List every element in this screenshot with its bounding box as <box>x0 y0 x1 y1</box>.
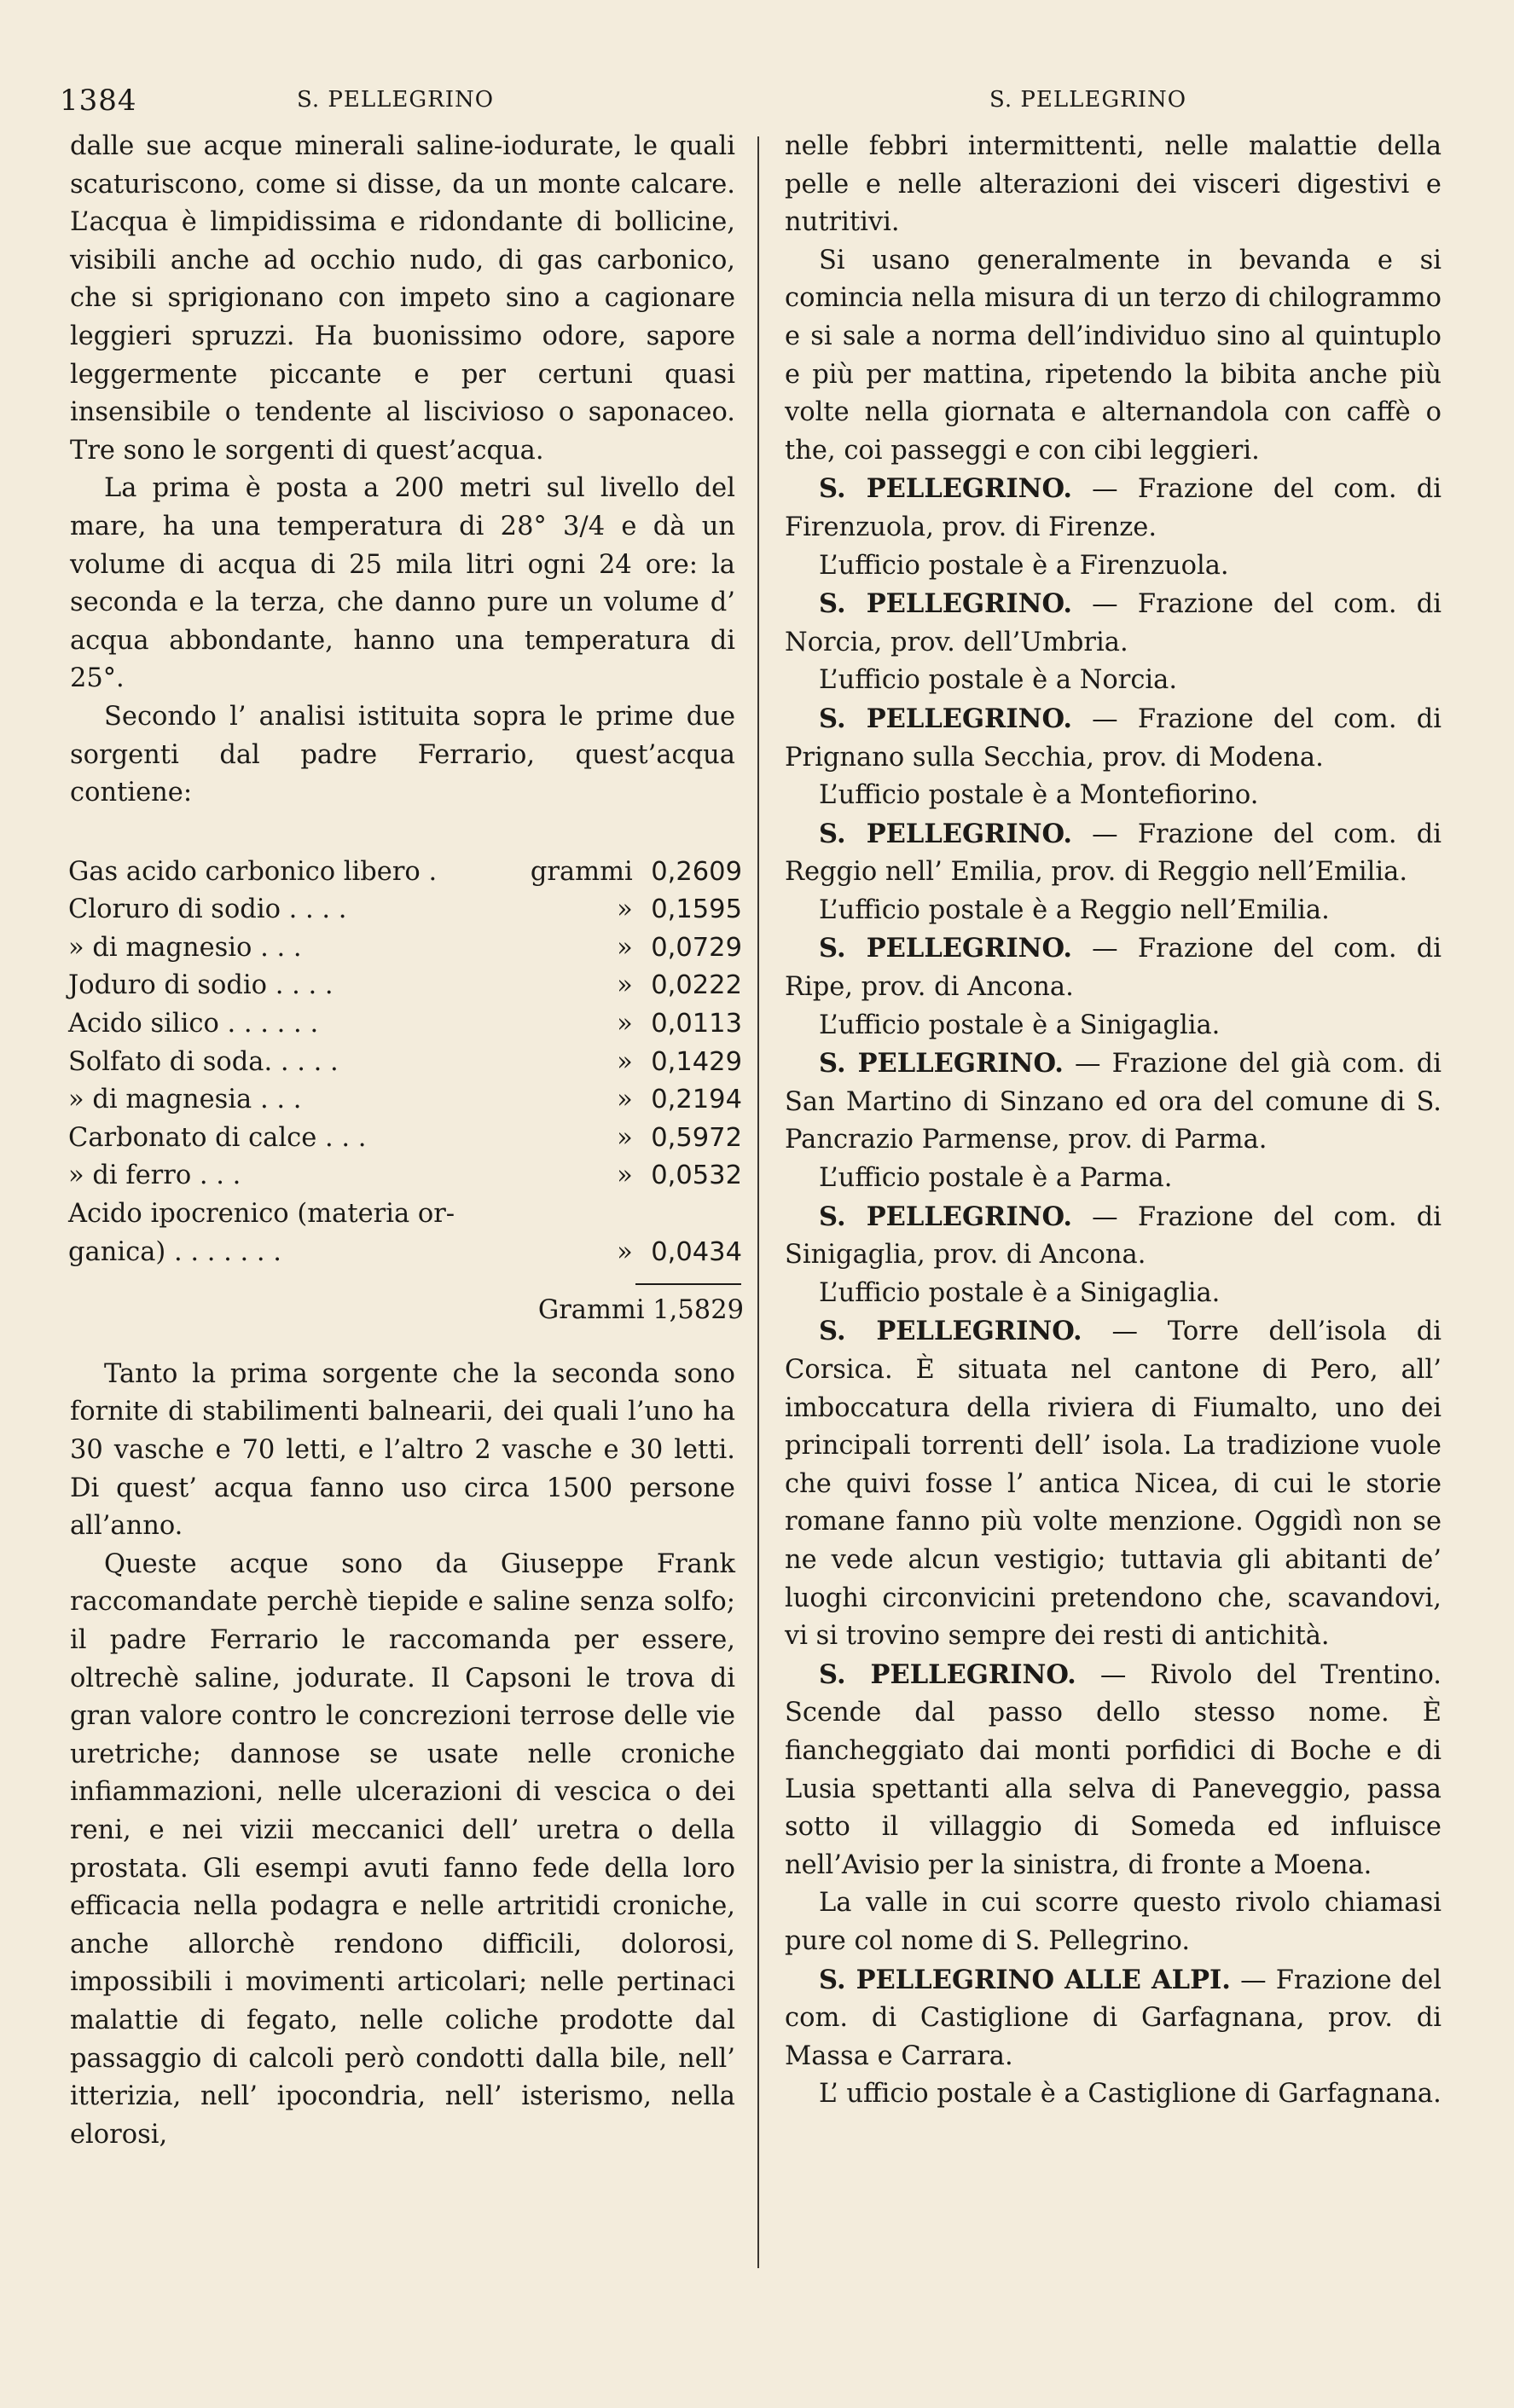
analysis-row <box>68 891 742 929</box>
analysis-substance: Gas acido carbonico libero . <box>68 856 438 887</box>
entry-text: — Frazione del com. di Castiglione di Garfagnana, prov. di Massa e Carrara. <box>785 1965 1441 2071</box>
entry-heading: S. PELLEGRINO. <box>819 1201 1072 1232</box>
entry-note: L’ufficio postale è a Norcia. <box>819 665 1178 696</box>
analysis-value: 0,1595 <box>651 894 742 925</box>
running-head-right: S. PELLEGRINO <box>989 87 1187 113</box>
entry-text: — Rivolo del Trentino. Scende dal passo dello stesso nome. È fiancheggiato dai monti porfidici di Boche e di Lusia spettanti alla selva di Paneveggio, passa sotto il villaggio di Someda ed influisce nell’Avisio per la sinistra, di fronte a Moena. <box>785 1659 1441 1880</box>
analysis-unit: » <box>617 932 633 963</box>
analysis-substance: » di magnesia . . . <box>68 1085 302 1115</box>
entry-paragraph <box>785 815 1441 892</box>
analysis-unit: » <box>617 1046 633 1077</box>
left-column <box>68 128 744 2154</box>
column-divider <box>757 136 759 2268</box>
analysis-unit: » <box>617 1236 633 1267</box>
entry-paragraph <box>785 1198 1441 1275</box>
page-number: 1384 <box>60 84 137 118</box>
entry-heading: S. PELLEGRINO. <box>819 588 1072 620</box>
entry-paragraph <box>785 1312 1441 1655</box>
entry-heading: S. PELLEGRINO. <box>819 703 1072 734</box>
paragraph: nelle febbri intermittenti, nelle malattie della pelle e nelle alterazioni dei visceri digestivi e nutritivi. <box>785 131 1441 238</box>
analysis-value: 0,2609 <box>651 856 742 887</box>
analysis-total: Grammi 1,5829 <box>537 1295 744 1326</box>
analysis-unit: » <box>617 1161 633 1191</box>
entry-note: L’ufficio postale è a Sinigaglia. <box>819 1277 1221 1308</box>
spacer <box>70 813 735 854</box>
entry-note: L’ufficio postale è a Parma. <box>819 1163 1173 1194</box>
analysis-value: 0,2194 <box>651 1085 742 1115</box>
entry-note: L’ufficio postale è a Sinigaglia. <box>819 1010 1221 1040</box>
analysis-value: 0,0222 <box>651 970 742 1001</box>
analysis-row <box>68 1081 742 1120</box>
entry-text: — Frazione del com. di Ripe, prov. di Ancona. <box>785 934 1442 1003</box>
analysis-substance: » di magnesio . . . <box>68 932 302 963</box>
spacer <box>70 1330 735 1356</box>
entry-text: — Frazione del com. di Sinigaglia, prov. di Ancona. <box>785 1201 1442 1271</box>
analysis-substance: Carbonato di calce . . . <box>68 1122 367 1153</box>
analysis-unit: grammi <box>530 856 633 887</box>
analysis-value: 0,0532 <box>651 1161 742 1191</box>
entry-text: — Frazione del com. di Reggio nell’ Emilia, prov. di Reggio nell’Emilia. <box>785 819 1442 888</box>
entry-paragraph <box>785 1045 1441 1160</box>
entry-text: — Torre dell’isola di Corsica. È situata nel cantone di Pero, all’ imboccatura della riviera di Fiumalto, uno dei principali torrenti dell’ isola. La tradizione vuole che quivi fosse l’ antica Nicea, di cui le storie romane fanno più volte menzione. Oggidì non se ne vede alcun vestigio; tuttavia gli abitanti de’ luoghi circonvicini pretendono che, scavandovi, vi si trovino sempre dei resti di antichità. <box>785 1317 1442 1652</box>
paragraph: Tanto la prima sorgente che la seconda sono fornite di stabilimenti balnearii, dei quali l’uno ha 30 vasche e 70 letti, e l’altro 2 vasche e 30 letti. Di quest’ acqua fanno uso circa 1500 persone all’anno. <box>70 1358 735 1542</box>
analysis-unit: » <box>617 1009 633 1039</box>
analysis-value: 0,0434 <box>651 1236 742 1267</box>
analysis-value: 0,1429 <box>651 1046 742 1077</box>
analysis-value <box>633 1195 742 1234</box>
analysis-unit: » <box>617 970 633 1001</box>
analysis-row <box>68 1005 742 1044</box>
analysis-substance: » di ferro . . . <box>68 1161 241 1191</box>
entry-paragraph <box>785 1656 1441 1885</box>
entry-paragraph <box>785 1961 1441 2076</box>
analysis-value: 0,5972 <box>651 1122 742 1153</box>
analysis-unit: » <box>617 1085 633 1115</box>
entry-heading: S. PELLEGRINO. <box>819 1658 1076 1690</box>
total-rule <box>635 1283 741 1285</box>
entry-note: L’ufficio postale è a Montefiorino. <box>819 780 1259 811</box>
entry-note: L’ufficio postale è a Reggio nell’Emilia. <box>819 894 1330 925</box>
paragraph: Si usano generalmente in bevanda e si comincia nella misura di un terzo di chilogrammo e si sale a norma dell’individuo sino al quintuplo e più per mattina, ripetendo la bibita anche più volte nella giornata e alternandola con caffè o the, coi passeggi e con cibi leggieri. <box>785 245 1441 466</box>
entry-text: — Frazione del com. di Norcia, prov. dell’Umbria. <box>785 589 1442 657</box>
analysis-row <box>68 1120 742 1158</box>
entry-paragraph <box>785 929 1441 1006</box>
entry-paragraph <box>785 470 1441 547</box>
entry-heading: S. PELLEGRINO. <box>819 473 1072 505</box>
analysis-substance: Acido silico . . . . . . <box>68 1009 319 1039</box>
right-column <box>785 128 1441 2114</box>
analysis-row <box>68 854 742 892</box>
entry-heading: S. PELLEGRINO ALLE ALPI. <box>819 1964 1231 1995</box>
analysis-substance: Cloruro di sodio . . . . <box>68 894 347 925</box>
entry-text: — Frazione del com. di Prignano sulla Secchia, prov. di Modena. <box>785 703 1442 773</box>
entry-paragraph <box>785 585 1441 662</box>
entry-note: L’ ufficio postale è a Castiglione di Garfagnana. <box>819 2079 1441 2110</box>
analysis-row <box>68 1157 742 1195</box>
paragraph: Queste acque sono da Giuseppe Frank raccomandate perchè tiepide e saline senza solfo; il padre Ferrario le raccomanda per essere, oltrechè saline, jodurate. Il Capsoni le trova di gran valore contro le concrezioni terrose delle vie uretriche; dannose se usate nelle croniche infiammazioni, nelle ulcerazioni di vescica o dei reni, e nei vizii meccanici dell’ uretra o della prostata. Gli esempi avuti fanno fede della loro efficacia nella podagra e nelle artritidi croniche, anche allorchè rendono difficili, dolorosi, impossibili i movimenti articolari; nelle pertinaci malattie di fegato, nelle coliche prodotte dal passaggio di calcoli però condotti dalla bile, nell’ itterizia, nell’ ipocondria, nell’ isterismo, nella elorosi, <box>70 1548 735 2150</box>
entry-note: L’ufficio postale è a Firenzuola. <box>819 550 1229 581</box>
gazetteer-entries <box>785 470 1441 2114</box>
paragraph: dalle sue acque minerali saline-iodurate, le quali scaturiscono, come si disse, da un monte calcare. L’acqua è limpidissima e ridondante di bollicine, visibili anche ad occhio nudo, di gas carbonico, che si sprigionano con impeto sino a cagionare leggieri spruzzi. Ha buonissimo odore, sapore leggermente piccante e per certuni quasi insensibile o tendente al liscivioso o saponaceo. Tre sono le sorgenti di quest’acqua. <box>70 131 735 466</box>
entry-text: — Frazione del com. di Firenzuola, prov. di Firenze. <box>785 474 1442 542</box>
analysis-substance: Joduro di sodio . . . . <box>68 970 334 1001</box>
analysis-row <box>68 1234 742 1272</box>
entry-note: La valle in cui scorre questo rivolo chiamasi pure col nome di S. Pellegrino. <box>785 1888 1441 1956</box>
analysis-row <box>68 967 742 1005</box>
paragraph: Secondo l’ analisi istituita sopra le prime due sorgenti dal padre Ferrario, quest’acqua contiene: <box>70 701 735 808</box>
analysis-unit: » <box>617 1122 633 1153</box>
entry-text: — Frazione del già com. di San Martino di Sinzano ed ora del comune di S. Pancrazio Parmense, prov. di Parma. <box>785 1049 1441 1155</box>
analysis-row <box>68 1195 742 1234</box>
analysis-substance: Solfato di soda. . . . . <box>68 1046 339 1077</box>
running-head-left: S. PELLEGRINO <box>297 87 495 113</box>
analysis-value: 0,0113 <box>651 1009 742 1039</box>
analysis-value: 0,0729 <box>651 932 742 963</box>
analysis-substance: ganica) . . . . . . . <box>68 1236 282 1267</box>
paragraph: La prima è posta a 200 metri sul livello del mare, ha una temperatura di 28° 3/4 e dà un volume di acqua di 25 mila litri ogni 24 ore: la seconda e la terza, che danno pure un volume d’ acqua abbondante, hanno una temperatura di 25°. <box>70 473 735 694</box>
analysis-unit <box>527 1195 633 1234</box>
analysis-unit: » <box>617 894 633 925</box>
entry-heading: S. PELLEGRINO. <box>819 818 1072 849</box>
analysis-table <box>68 854 742 1272</box>
entry-heading: S. PELLEGRINO. <box>819 933 1072 964</box>
analysis-row <box>68 929 742 968</box>
entry-heading: S. PELLEGRINO. <box>819 1048 1064 1080</box>
entry-paragraph <box>785 700 1441 777</box>
analysis-substance: Acido ipocrenico (materia or- <box>68 1199 455 1230</box>
entry-heading: S. PELLEGRINO. <box>819 1316 1082 1347</box>
analysis-row <box>68 1044 742 1082</box>
